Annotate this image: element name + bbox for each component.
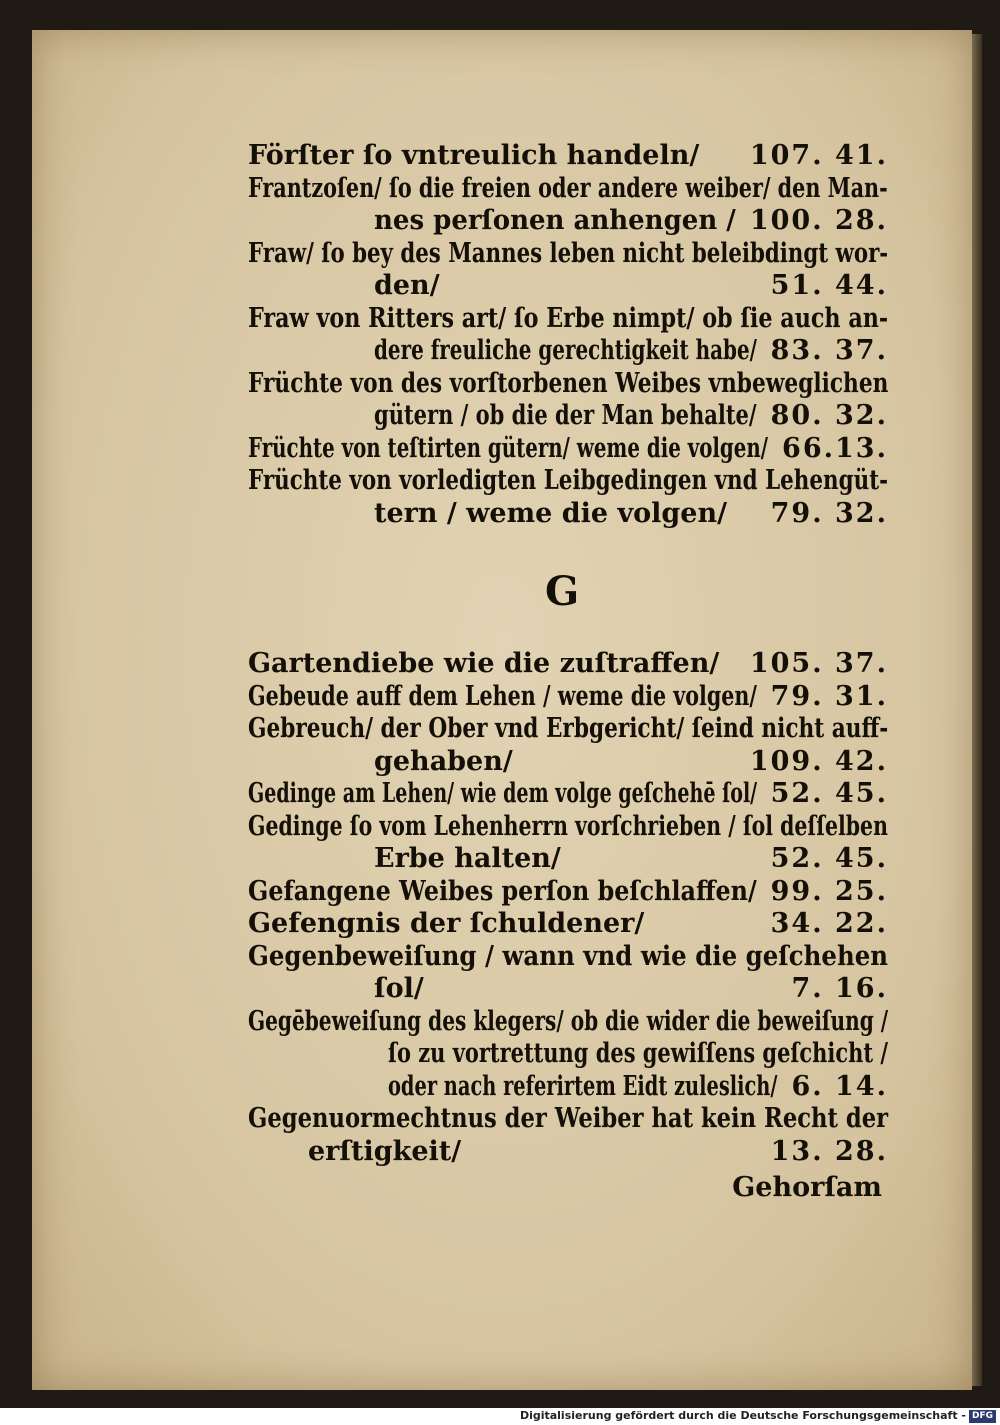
entry-text: nes perſonen anhengen / xyxy=(374,205,736,236)
index-entry xyxy=(248,303,888,336)
entry-ref: 66.13. xyxy=(782,432,888,464)
entry-text: Früchte von vorledigten Leibgedingen vnd Lehengüt- xyxy=(248,465,889,496)
entry-ref: 100. 28. xyxy=(749,205,888,236)
entry-text: Fraw von Ritters art/ ſo Erbe nimpt/ ob ſie auch an- xyxy=(248,302,889,334)
index-entry xyxy=(248,778,888,811)
entry-text: Früchte von teſtirten gütern/ weme die volgen/ xyxy=(248,432,768,464)
entry-ref: 13. 28. xyxy=(770,1135,888,1167)
entry-text: Gefangene Weibes perſon beſchlaffen/ xyxy=(248,875,757,907)
entry-text: tern / weme die volgen/ xyxy=(374,497,727,529)
index-entry xyxy=(248,1136,888,1169)
index-entry xyxy=(248,843,888,876)
index-entry xyxy=(248,746,888,779)
index-entry xyxy=(248,270,888,303)
index-entry xyxy=(248,498,888,531)
entry-text: Frantzoſen/ ſo die freien oder andere weiber/ den Man- xyxy=(248,172,888,204)
entry-text: Gegēbeweiſung des klegers/ ob die wider die beweiſung / xyxy=(248,1005,889,1037)
entry-ref: 107. 41. xyxy=(749,140,888,171)
index-entry xyxy=(248,1006,888,1039)
index-entry xyxy=(248,140,888,173)
entry-text: ſo zu vortrettung des gewiſſens geſchicht / xyxy=(388,1038,888,1069)
entry-text: ſol/ xyxy=(374,973,424,1004)
entry-text: Erbe halten/ xyxy=(374,843,561,874)
entry-ref: 83. 37. xyxy=(770,335,888,366)
index-entry xyxy=(248,465,888,498)
entry-ref: 34. 22. xyxy=(770,908,888,939)
footer-credit: Digitalisierung gefördert durch die Deutsche Forschungsgemeinschaft - xyxy=(519,1409,966,1422)
catchword: Gehorſam xyxy=(732,1172,882,1203)
entry-ref: 79. 32. xyxy=(770,497,888,529)
index-entry xyxy=(248,941,888,974)
entry-text: den/ xyxy=(374,270,440,301)
entry-ref: 99. 25. xyxy=(770,875,888,907)
dfg-logo: DFG xyxy=(969,1410,996,1423)
entry-ref: 79. 31. xyxy=(770,680,888,712)
index-entry xyxy=(248,681,888,714)
entry-text: Gegenuormechtnus der Weiber hat kein Recht der xyxy=(248,1103,889,1134)
index-entry xyxy=(248,173,888,206)
index-entry xyxy=(248,973,888,1006)
footer-bar xyxy=(0,1408,1000,1425)
index-entries-f xyxy=(248,140,888,530)
index-entry xyxy=(248,876,888,909)
entry-text: Gefengnis der ſchuldener/ xyxy=(248,908,645,939)
entry-ref: 105. 37. xyxy=(749,648,888,679)
index-entry xyxy=(248,433,888,466)
entry-text: Förſter ſo vntreulich handeln/ xyxy=(248,140,700,171)
entry-ref: 6. 14. xyxy=(791,1070,888,1102)
entry-text: Fraw/ ſo bey des Mannes leben nicht beleibdingt wor- xyxy=(248,237,889,269)
page-edge xyxy=(972,34,982,1386)
entry-ref: 52. 45. xyxy=(770,778,888,809)
entry-ref: 109. 42. xyxy=(749,745,888,777)
section-letter: G xyxy=(545,568,580,615)
entry-ref: 80. 32. xyxy=(770,400,888,431)
index-entry xyxy=(248,368,888,401)
entry-text: gütern / ob die der Man behalte/ xyxy=(374,400,757,431)
entry-ref: 51. 44. xyxy=(770,270,888,301)
entry-text: oder nach referirtem Eidt zuleslich/ xyxy=(388,1070,778,1102)
index-entry xyxy=(248,648,888,681)
index-entry xyxy=(248,335,888,368)
entry-text: Gedinge am Lehen/ wie dem volge geſchehē ſol/ xyxy=(248,778,758,809)
entry-text: Gartendiebe wie die zuſtraffen/ xyxy=(248,648,720,679)
entry-text: Gebeude auff dem Lehen / weme die volgen/ xyxy=(248,680,757,712)
index-entry xyxy=(248,908,888,941)
entry-text: erſtigkeit/ xyxy=(308,1135,462,1167)
index-entry xyxy=(248,811,888,844)
entry-text: gehaben/ xyxy=(374,745,513,777)
entry-text: Gedinge ſo vom Lehenherrn vorſchrieben / ſol deſſelben xyxy=(248,810,888,842)
index-entry xyxy=(248,713,888,746)
entry-text: Früchte von des vorſtorbenen Weibes vnbeweglichen xyxy=(248,367,889,399)
index-entries-g xyxy=(248,648,888,1168)
index-entry xyxy=(248,400,888,433)
entry-ref: 7. 16. xyxy=(791,973,888,1004)
index-entry xyxy=(248,205,888,238)
index-entry xyxy=(248,1071,888,1104)
entry-ref: 52. 45. xyxy=(770,843,888,874)
index-entry xyxy=(248,1103,888,1136)
index-entry xyxy=(248,238,888,271)
entry-text: dere freuliche gerechtigkeit habe/ xyxy=(374,335,757,366)
entry-text: Gegenbeweiſung / wann vnd wie die geſchehen xyxy=(248,940,889,972)
entry-text: Gebreuch/ der Ober vnd Erbgericht/ ſeind nicht auff- xyxy=(248,713,889,744)
index-entry xyxy=(248,1038,888,1071)
